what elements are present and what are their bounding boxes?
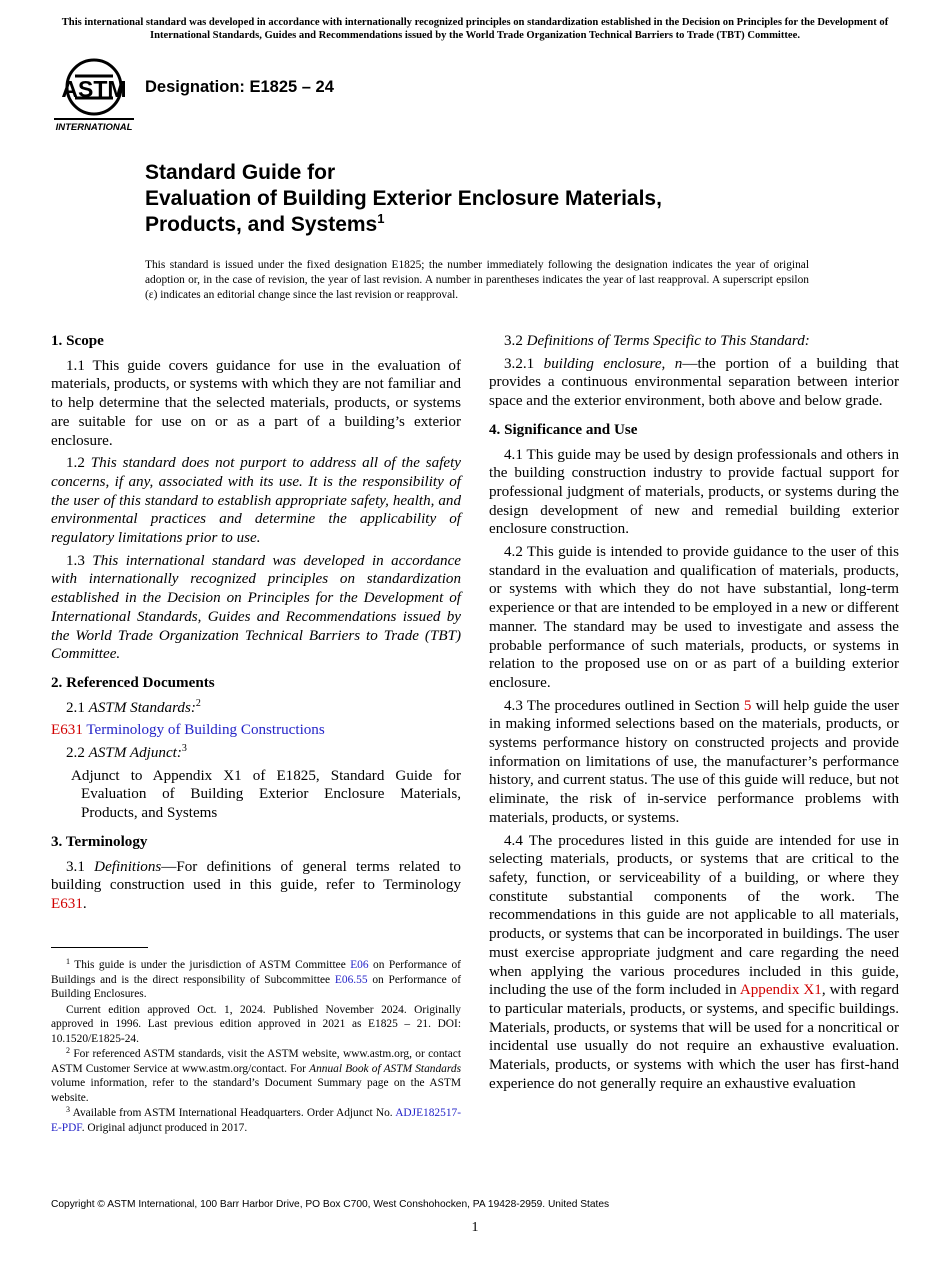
footnote-3 xyxy=(51,1106,461,1135)
footnote-text: on Performance of Building Enclosures. xyxy=(51,973,461,1000)
paragraph-2-2 xyxy=(51,744,461,763)
paragraph-3-1 xyxy=(51,858,461,914)
footnote-text: . Original adjunct produced in 2017. xyxy=(81,1121,248,1134)
paragraph-4-4 xyxy=(489,832,899,1094)
document-title xyxy=(145,160,845,238)
section-heading-referenced-documents: 2. Referenced Documents xyxy=(51,674,215,691)
paragraph-3-2-1 xyxy=(489,355,899,411)
defined-term: building enclosure, n xyxy=(543,355,683,372)
paragraph-1-2 xyxy=(51,454,461,548)
astm-standards-label: ASTM Standards: xyxy=(88,699,196,716)
logo-label: INTERNATIONAL xyxy=(55,122,133,133)
paragraph-1-3-text: This international standard was developed in accordance with internationally recognized principles on standardization established in the Decision on Principles for the Development of International Standards, Guides and Recommendations issued by the World Trade Organization Technical Barriers to Trade (TBT) Committee. xyxy=(51,552,461,663)
title-line-3-text: Products, and Systems xyxy=(145,213,378,236)
footnotes xyxy=(51,958,461,1136)
paragraph-number: 2.2 xyxy=(66,745,85,762)
paragraph-4-1: 4.1 This guide may be used by design professionals and others in the building construction industry to provide factual support for professional judgment of materials, products, or systems during the design development of new and remedial building exterior enclosure construction. xyxy=(489,446,899,538)
astm-logo xyxy=(52,56,136,134)
left-column xyxy=(51,332,461,918)
adjunct-reference: Adjunct to Appendix X1 of E1825, Standard Guide for Evaluation of Building Exterior Enclosure Materials, Products, and Systems xyxy=(71,767,461,822)
paragraph-3-2 xyxy=(489,332,899,351)
section-heading-scope: 1. Scope xyxy=(51,333,104,349)
paragraph-number: 2.1 xyxy=(66,699,85,716)
paragraph-number: 3.2.1 xyxy=(504,355,535,372)
subcommittee-e06-55-link[interactable]: E06.55 xyxy=(334,973,368,986)
logo-letters: ASTM xyxy=(61,76,127,102)
paragraph-number: 1.2 xyxy=(66,455,85,472)
e631-terminology-link[interactable]: E631 xyxy=(51,895,83,912)
astm-adjunct-label: ASTM Adjunct: xyxy=(88,745,182,762)
title-line-3 xyxy=(145,212,845,238)
footnote-text: For referenced ASTM standards, visit the ASTM website, www.astm.org, or contact ASTM Customer Service at www.astm.org/contact. For xyxy=(51,1048,461,1075)
title-footnote-ref[interactable]: 1 xyxy=(377,211,385,226)
issued-note: This standard is issued under the fixed designation E1825; the number immediately following the designation indicates the year of original adoption or, in the case of revision, the year of last revision. A number in parentheses indicates the year of last reapproval. A superscript epsilon (ε) indicates an editorial change since the last revision or reapproval. xyxy=(145,259,809,301)
paragraph-number: 1.3 xyxy=(66,552,85,569)
e631-title-link[interactable]: Terminology of Building Constructions xyxy=(86,722,325,739)
committee-e06-link[interactable]: E06 xyxy=(350,959,369,971)
footnote-1 xyxy=(51,958,461,1002)
title-line-2: Evaluation of Building Exterior Enclosure Materials, xyxy=(145,187,662,210)
definitions-label: Definitions xyxy=(94,858,162,875)
appendix-x1-link[interactable]: Appendix X1 xyxy=(739,982,822,999)
annual-book-title: Annual Book of ASTM Standards xyxy=(309,1062,461,1075)
paragraph-4-3 xyxy=(489,697,899,828)
paragraph-2-1 xyxy=(51,699,461,718)
paragraph-1-3 xyxy=(51,552,461,664)
designation: Designation: E1825 – 24 xyxy=(145,78,334,96)
footnote-text: Available from ASTM International Headquarters. Order Adjunct No. xyxy=(72,1107,393,1119)
section-heading-terminology: 3. Terminology xyxy=(51,833,148,850)
footnote-text: volume information, refer to the standard’s Document Summary page on the ASTM website. xyxy=(51,1077,461,1104)
period: . xyxy=(82,895,87,912)
footnote-ref-2[interactable]: 2 xyxy=(195,697,201,709)
paragraph-4-2: 4.2 This guide is intended to provide guidance to the user of this standard in the evaluation and qualification of materials, products, or systems with which they do not have substantial, long-term experience or that are intended to be employed in a new or different manner. The standard may be used to investigate and assess the probable performance of such materials, products, or systems in relation to the proposed use on or as part of a building exterior enclosure. xyxy=(489,544,899,691)
footnote-number: 2 xyxy=(66,1046,70,1055)
footnote-2 xyxy=(51,1047,461,1105)
paragraph-3-1-text: —For definitions of general terms related to building construction used in this guide, refer to Terminology xyxy=(51,858,461,894)
footnote-text: on Performance of Buildings and is the direct responsibility of Subcommittee xyxy=(51,959,461,986)
section-heading-significance: 4. Significance and Use xyxy=(489,421,638,438)
copyright-notice: Copyright © ASTM International, 100 Barr Harbor Drive, PO Box C700, West Conshohocken, PA 19428-2959. United States xyxy=(51,1199,610,1210)
e631-link[interactable]: E631 xyxy=(51,722,83,739)
international-standard-notice: This international standard was developed in accordance with internationally recognized principles on standardization established in the Decision on Principles for the Development of International Standards, Guides and Recommendations issued by the World Trade Organization Technical Barriers to Trade (TBT) Committee. xyxy=(61,17,889,41)
paragraph-text: will help guide the user in making informed selections based on the materials, products, or systems performance history on constructed projects and provide information on limitations of use, the manufacturer’s performance history, and current status. The use of this guide will reduce, but not eliminate, the risk of in-service performance problems with materials, products, or systems. xyxy=(489,697,900,826)
reference-e631 xyxy=(51,721,461,740)
right-column xyxy=(489,332,899,1097)
paragraph-number: 3.1 xyxy=(66,858,85,875)
paragraph-text: 4.3 The procedures outlined in Section xyxy=(504,697,740,714)
footnote-number: 3 xyxy=(66,1105,70,1114)
paragraph-number: 3.2 xyxy=(504,333,523,349)
page-number: 1 xyxy=(471,1220,479,1235)
paragraph-1-2-text: This standard does not purport to address all of the safety concerns, if any, associated with its use. It is the responsibility of the user of this standard to establish appropriate safety, health, and environmental practices and determine the applicability of regulatory limitations prior to use. xyxy=(51,455,461,547)
paragraph-text: 4.4 The procedures listed in this guide are intended for use in selecting materials, products, or systems that are critical to the safety, function, or serviceability of a building, or where they constitute substantial components of the work. The recommendations in this guide are not applicable to all materials, products, or systems that can be incorporated in buildings. The user must exercise appropriate judgment and care regarding the need when applying the various procedures included in this guide, including the use of the form included in xyxy=(489,832,899,999)
footnote-divider xyxy=(51,947,148,948)
footnote-number: 1 xyxy=(66,957,70,966)
adjunct-pdf-link[interactable]: ADJE182517-E-PDF xyxy=(51,1107,462,1134)
definitions-specific-label: Definitions of Terms Specific to This Standard: xyxy=(526,333,810,349)
paragraph-text: , with regard to particular materials, products, or systems, and specific buildings. Materials, products, or systems that will be used for a noncritical or incidental use usually do not require an exhaustive evaluation. Materials, products, or systems with which the user has first-hand experience do not generally require an exhaustive evaluation xyxy=(489,982,899,1092)
footnote-ref-3[interactable]: 3 xyxy=(181,743,187,755)
title-line-1: Standard Guide for xyxy=(145,161,336,184)
footnote-1-approval: Current edition approved Oct. 1, 2024. Published November 2024. Originally approved in 1996. Last previous edition approved in 2021 as E1825 – 21. DOI: 10.1520/E1825-24. xyxy=(51,1003,461,1045)
paragraph-1-1: 1.1 This guide covers guidance for use in the evaluation of materials, products, or systems with which they are not familiar and to help determine that the selected materials, products, or systems are suitable for use on or as a part of a building’s exterior enclosure. xyxy=(51,357,461,449)
section-5-link[interactable]: 5 xyxy=(743,697,752,714)
definition-text: —the portion of a building that provides a continuous environmental separation between interior space and the exterior environment, both above and below grade. xyxy=(489,355,899,410)
footnote-text: This guide is under the jurisdiction of ASTM Committee xyxy=(74,959,346,971)
